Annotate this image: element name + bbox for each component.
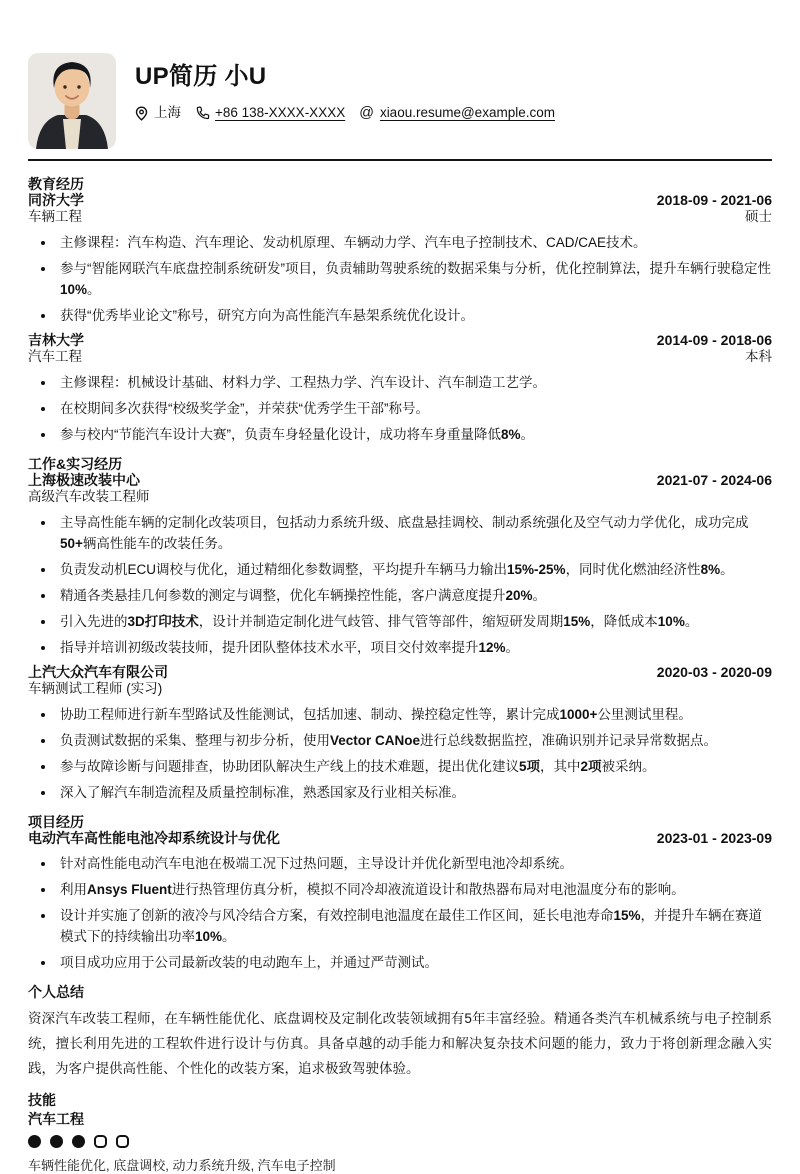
bullet-item: [28, 585, 772, 606]
entry: [28, 830, 772, 973]
bullet-dot-icon: [41, 961, 45, 965]
candidate-name: UP简历 小U: [135, 63, 267, 90]
entry-sub-row: [28, 208, 772, 225]
bullet-dot-icon: [41, 267, 45, 271]
bullet-item: [28, 704, 772, 725]
entry-sub-row: [28, 488, 772, 505]
bullet-item: [28, 782, 772, 803]
skill-name: 汽车工程: [28, 1111, 84, 1127]
bullet-text: 主导高性能车辆的定制化改装项目，包括动力系统升级、底盘悬挂调校、制动系统强化及空气动力学优化，成功完成50+辆高性能车的改装任务。: [60, 515, 749, 551]
entry-heading: 电动汽车高性能电池冷却系统设计与优化: [28, 830, 280, 846]
bullet-text: 指导并培训初级改装技师，提升团队整体技术水平，项目交付效率提升12%。: [60, 640, 520, 655]
entry-heading-row: [28, 192, 772, 208]
section-summary: [28, 984, 772, 1081]
bullet-dot-icon: [41, 862, 45, 866]
bullet-dot-icon: [41, 888, 45, 892]
bullet-item: [28, 756, 772, 777]
bullet-text: 针对高性能电动汽车电池在极端工况下过热问题，主导设计并优化新型电池冷却系统。: [60, 856, 573, 871]
bullet-dot-icon: [41, 241, 45, 245]
bullet-item: [28, 372, 772, 393]
entry: [28, 664, 772, 803]
entry: [28, 332, 772, 445]
bullet-text: 获得“优秀毕业论文”称号，研究方向为高性能汽车悬架系统优化设计。: [60, 308, 474, 323]
bullet-dot-icon: [41, 594, 45, 598]
entry-heading-row: [28, 664, 772, 680]
bullet-text: 项目成功应用于公司最新改装的电动跑车上，并通过严苛测试。: [60, 955, 438, 970]
bullet-item: [28, 424, 772, 445]
at-icon: @: [359, 105, 374, 122]
bullet-dot-icon: [41, 620, 45, 624]
header-divider: [28, 159, 772, 161]
bullet-text: 精通各类悬挂几何参数的测定与调整，优化车辆操控性能，客户满意度提升20%。: [60, 588, 547, 603]
bullet-dot-icon: [41, 521, 45, 525]
bullet-list: [28, 372, 772, 445]
section-skills: [28, 1092, 772, 1174]
phone-icon: [195, 106, 209, 120]
entry-heading-row: [28, 332, 772, 348]
bullet-list: [28, 512, 772, 658]
bullet-item: [28, 952, 772, 973]
bullet-text: 主修课程：机械设计基础、材料力学、工程热力学、汽车设计、汽车制造工艺学。: [60, 375, 546, 390]
bullet-item: [28, 730, 772, 751]
section-title: 个人总结: [28, 984, 84, 1000]
entry-heading: 同济大学: [28, 192, 84, 208]
profile-photo: [28, 53, 116, 149]
entry: [28, 472, 772, 658]
bullet-item: [28, 905, 772, 947]
entry-date: 2023-01 - 2023-09: [656, 830, 772, 846]
location-pin-icon: [135, 106, 148, 121]
bullet-text: 参与校内“节能汽车设计大赛”，负责车身轻量化设计，成功将车身重量降低8%。: [60, 427, 535, 442]
bullet-item: [28, 305, 772, 326]
bullet-dot-icon: [41, 914, 45, 918]
bullet-item: [28, 559, 772, 580]
resume-body: [28, 176, 772, 1174]
header-text-block: [135, 53, 555, 122]
entry-date: 2018-09 - 2021-06: [656, 192, 772, 208]
bullet-list: [28, 232, 772, 326]
bullet-dot-icon: [41, 407, 45, 411]
bullet-dot-icon: [41, 646, 45, 650]
email-link[interactable]: xiaou.resume@example.com: [379, 105, 555, 121]
entry-sub-row: [28, 348, 772, 365]
entry-subheading: 汽车工程: [28, 349, 82, 364]
bullet-list: [28, 853, 772, 973]
entry-heading: 上海极速改装中心: [28, 472, 140, 488]
entry-degree: 硕士: [745, 209, 772, 224]
bullet-dot-icon: [41, 791, 45, 795]
bullet-dot-icon: [41, 739, 45, 743]
summary-text: 资深汽车改装工程师，在车辆性能优化、底盘调校及定制化改装领域拥有5年丰富经验。精通各类汽车机械系统与电子控制系统，擅长利用先进的工程软件进行设计与仿真。具备卓越的动手能力和解决复杂技术问题的能力，致力于将创新理念融入实践，为客户提供高性能、个性化的改装方案，追求极致驾驶体验。: [28, 1011, 772, 1076]
section-education: [28, 176, 772, 445]
entry-date: 2021-07 - 2024-06: [656, 472, 772, 488]
bullet-text: 在校期间多次获得“校级奖学金”，并荣获“优秀学生干部”称号。: [60, 401, 429, 416]
entry-date: 2014-09 - 2018-06: [656, 332, 772, 348]
entry-date: 2020-03 - 2020-09: [656, 664, 772, 680]
profile-photo-illustration: [28, 53, 116, 149]
bullet-item: [28, 258, 772, 300]
bullet-text: 参与故障诊断与问题排查，协助团队解决生产线上的技术难题，提出优化建议5项，其中2项被采纳。: [60, 759, 656, 774]
bullet-text: 参与“智能网联汽车底盘控制系统研发”项目，负责辅助驾驶系统的数据采集与分析，优化控制算法，提升车辆行驶稳定性10%。: [60, 261, 771, 297]
entry-sub-row: [28, 680, 772, 697]
bullet-text: 主修课程：汽车构造、汽车理论、发动机原理、车辆动力学、汽车电子控制技术、CAD/CAE技术。: [60, 235, 647, 250]
phone-link[interactable]: +86 138-XXXX-XXXX: [215, 105, 346, 121]
bullet-dot-icon: [41, 314, 45, 318]
bullet-list: [28, 704, 772, 803]
entry-heading-row: [28, 472, 772, 488]
bullet-item: [28, 611, 772, 632]
skill-dot-empty-icon: [94, 1135, 107, 1148]
bullet-text: 深入了解汽车制造流程及质量控制标准，熟悉国家及行业相关标准。: [60, 785, 465, 800]
section-projects: [28, 814, 772, 973]
bullet-dot-icon: [41, 713, 45, 717]
contact-row: [135, 104, 555, 122]
bullet-text: 负责测试数据的采集、整理与初步分析，使用Vector CANoe进行总线数据监控，准确识别并记录异常数据点。: [60, 733, 718, 748]
section-experience: [28, 456, 772, 803]
skill-keywords: 车辆性能优化, 底盘调校, 动力系统升级, 汽车电子控制: [28, 1158, 336, 1173]
bullet-item: [28, 637, 772, 658]
bullet-item: [28, 398, 772, 419]
bullet-text: 设计并实施了创新的液冷与风冷结合方案，有效控制电池温度在最佳工作区间，延长电池寿命15%，并提升车辆在赛道模式下的持续输出功率10%。: [60, 908, 763, 944]
skill-level-indicator: [28, 1135, 772, 1148]
entry-subheading: 高级汽车改装工程师: [28, 489, 150, 504]
bullet-text: 利用Ansys Fluent进行热管理仿真分析，模拟不同冷却液流道设计和散热器布局对电池温度分布的影响。: [60, 882, 685, 897]
skill-dot-filled-icon: [50, 1135, 63, 1148]
entry-degree: 本科: [745, 349, 772, 364]
bullet-dot-icon: [41, 433, 45, 437]
entry-heading-row: [28, 830, 772, 846]
section-title: 项目经历: [28, 814, 84, 830]
bullet-item: [28, 879, 772, 900]
entry-heading: 上汽大众汽车有限公司: [28, 664, 168, 680]
bullet-dot-icon: [41, 765, 45, 769]
entry-subheading: 车辆工程: [28, 209, 82, 224]
skill-dot-filled-icon: [72, 1135, 85, 1148]
entry-subheading: 车辆测试工程师 (实习): [28, 681, 163, 696]
skill-dot-empty-icon: [116, 1135, 129, 1148]
bullet-item: [28, 512, 772, 554]
bullet-item: [28, 853, 772, 874]
bullet-text: 协助工程师进行新车型路试及性能测试，包括加速、制动、操控稳定性等，累计完成1000+公里测试里程。: [60, 707, 692, 722]
entry: [28, 192, 772, 326]
bullet-dot-icon: [41, 568, 45, 572]
section-title: 教育经历: [28, 176, 84, 192]
bullet-text: 负责发动机ECU调校与优化，通过精细化参数调整，平均提升车辆马力输出15%-25%，同时优化燃油经济性8%。: [60, 562, 734, 577]
section-title: 工作&实习经历: [28, 456, 123, 472]
section-title: 技能: [28, 1092, 56, 1108]
entry-heading: 吉林大学: [28, 332, 84, 348]
skill-dot-filled-icon: [28, 1135, 41, 1148]
resume-header: [28, 53, 772, 149]
location-text: 上海: [154, 105, 181, 121]
bullet-dot-icon: [41, 381, 45, 385]
bullet-text: 引入先进的3D打印技术，设计并制造定制化进气歧管、排气管等部件，缩短研发周期15%，降低成本10%。: [60, 614, 699, 629]
bullet-item: [28, 232, 772, 253]
